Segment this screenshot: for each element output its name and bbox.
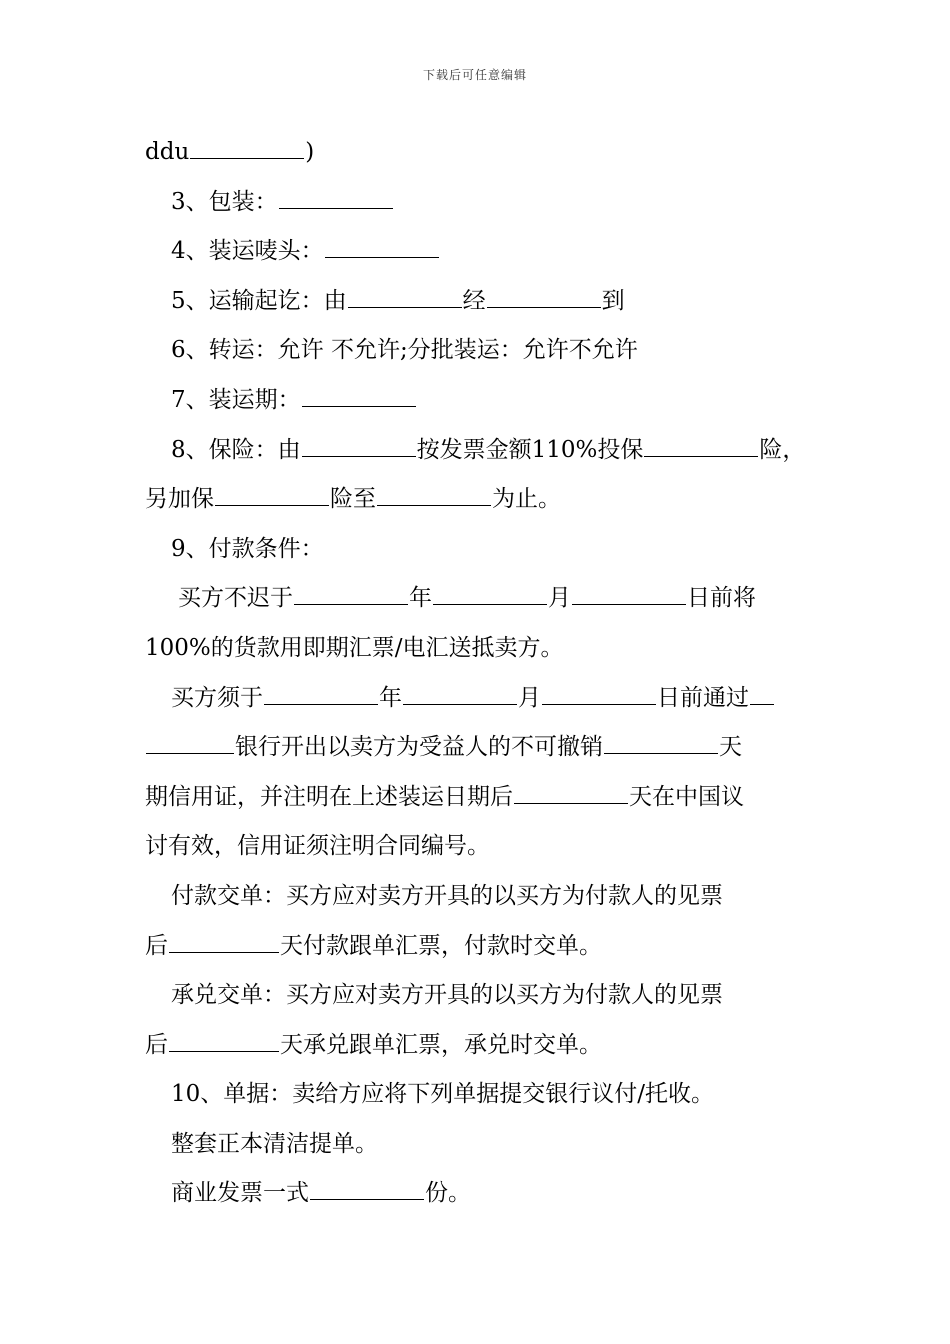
text: 后 <box>145 1031 168 1058</box>
text: 买方不迟于 <box>178 585 293 612</box>
line-payment-terms-heading <box>145 525 809 575</box>
text: 5、运输起讫：由 <box>171 287 347 314</box>
text: 期信用证，并注明在上述装运日期后 <box>145 783 513 810</box>
line-lc-deadline <box>145 674 809 724</box>
line-payment-deadline <box>145 574 809 624</box>
text: 天在中国议 <box>629 783 744 810</box>
text: 险至 <box>330 486 376 513</box>
blank-field <box>325 235 439 258</box>
text: 付款交单：买方应对卖方开具的以买方为付款人的见票 <box>171 882 723 909</box>
blank-field <box>169 930 279 953</box>
line-bill-of-lading <box>145 1120 809 1170</box>
text: ddu <box>145 139 190 165</box>
blank-field <box>215 483 329 506</box>
text: 8、保险：由 <box>171 436 301 463</box>
blank-field <box>377 483 491 506</box>
blank-field <box>542 682 656 705</box>
blank-field <box>433 582 547 605</box>
blank-field <box>146 731 234 754</box>
line-lc-contract-no <box>145 822 809 872</box>
line-insurance <box>145 426 809 476</box>
line-transport-route <box>145 277 809 327</box>
blank-field <box>487 285 601 308</box>
blank-field <box>514 781 628 804</box>
contract-body <box>145 128 809 1219</box>
blank-field <box>750 682 774 705</box>
blank-field <box>302 434 416 457</box>
blank-field <box>348 285 462 308</box>
text: 险， <box>759 436 806 463</box>
text: 承兑交单：买方应对卖方开具的以买方为付款人的见票 <box>171 982 723 1009</box>
text: 到 <box>601 287 625 314</box>
text: 份。 <box>425 1180 471 1207</box>
text: 年 <box>409 585 432 612</box>
text: 商业发票一式 <box>171 1180 309 1207</box>
blank-field <box>604 731 718 754</box>
text: 年 <box>379 684 402 711</box>
line-ddu <box>145 128 809 178</box>
line-shipment-date <box>145 376 809 426</box>
line-commercial-invoice <box>145 1169 809 1219</box>
text: 整套正本清洁提单。 <box>171 1130 378 1157</box>
text: 10、单据：卖给方应将下列单据提交银行议付/托收。 <box>171 1081 715 1108</box>
text: 月 <box>518 684 541 711</box>
text: 月 <box>548 585 571 612</box>
text: 经 <box>462 287 486 314</box>
line-lc-validity <box>145 773 809 823</box>
text: 6、转运：允许 不允许;分批装运：允许不允许 <box>171 337 638 364</box>
line-da-terms <box>145 1021 809 1071</box>
text: 银行开出以卖方为受益人的不可撤销 <box>235 734 603 761</box>
blank-field <box>403 682 517 705</box>
line-lc-bank <box>145 723 809 773</box>
blank-field <box>310 1177 424 1200</box>
line-transshipment <box>145 326 809 376</box>
line-documents <box>145 1070 809 1120</box>
line-dp-terms <box>145 922 809 972</box>
text: 为止。 <box>492 486 561 513</box>
text: 讨有效，信用证须注明合同编号。 <box>145 833 490 860</box>
page-header: 下载后可任意编辑 <box>422 68 527 82</box>
blank-field <box>302 384 416 407</box>
text: ) <box>305 139 315 165</box>
text: 日前通过 <box>657 684 749 711</box>
text: 买方须于 <box>171 684 263 711</box>
line-insurance-extra <box>145 475 809 525</box>
text: 天 <box>719 734 742 761</box>
text: 天承兑跟单汇票，承兑时交单。 <box>280 1031 602 1058</box>
blank-field <box>264 682 378 705</box>
text: 按发票金额110%投保 <box>416 436 644 463</box>
text: 100%的货款用即期汇票/电汇送抵卖方。 <box>145 634 564 661</box>
line-dp <box>145 872 809 922</box>
line-shipping-mark <box>145 227 809 277</box>
blank-field <box>169 1029 279 1052</box>
text: 7、装运期： <box>171 386 301 413</box>
text: 另加保 <box>145 486 214 513</box>
text: 3、包装： <box>171 188 278 215</box>
blank-field <box>644 434 758 457</box>
text: 9、付款条件： <box>171 535 324 562</box>
line-packing <box>145 178 809 228</box>
line-payment-method <box>145 624 809 674</box>
text: 天付款跟单汇票，付款时交单。 <box>280 932 602 959</box>
blank-field <box>190 136 304 159</box>
text: 后 <box>145 932 168 959</box>
blank-field <box>294 582 408 605</box>
blank-field <box>572 582 686 605</box>
line-da <box>145 971 809 1021</box>
blank-field <box>279 186 393 209</box>
text: 日前将 <box>687 585 756 612</box>
text: 4、装运唛头： <box>171 238 324 265</box>
